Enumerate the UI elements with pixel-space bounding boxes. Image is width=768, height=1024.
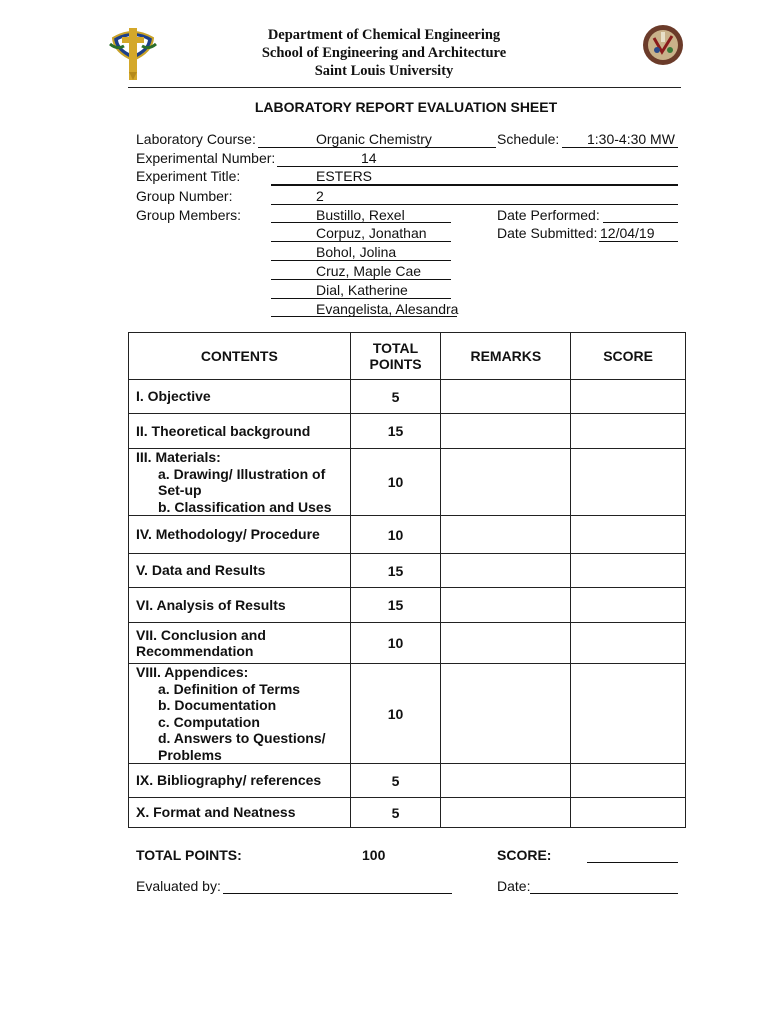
table-row — [129, 623, 686, 664]
header-rule — [128, 87, 681, 88]
row-points: 15 — [350, 554, 441, 588]
schedule-underline — [562, 147, 678, 148]
total-header-line: TOTAL — [372, 340, 419, 356]
table-row — [129, 516, 686, 554]
row-content — [129, 664, 351, 764]
score-cell[interactable] — [571, 516, 686, 554]
row-content: IX. Bibliography/ references — [129, 764, 351, 798]
department-name: Department of Chemical Engineering — [267, 27, 501, 43]
remarks-cell[interactable] — [441, 664, 571, 764]
score-cell[interactable] — [571, 664, 686, 764]
row-subline: b. Documentation — [158, 697, 277, 713]
score-cell[interactable] — [571, 449, 686, 516]
date-label: Date: — [497, 878, 531, 894]
score-cell[interactable] — [571, 380, 686, 414]
member-name[interactable]: Corpuz, Jonathan — [316, 225, 427, 241]
date-submitted-underline — [599, 241, 678, 242]
score-cell[interactable] — [571, 588, 686, 623]
table-header-row — [129, 333, 686, 380]
member-underline — [271, 279, 451, 280]
member-name[interactable]: Dial, Katherine — [316, 282, 408, 298]
contents-header: CONTENTS — [129, 333, 351, 380]
remarks-cell[interactable] — [441, 449, 571, 516]
row-subline: d. Answers to Questions/ — [158, 730, 326, 746]
row-subline: a. Drawing/ Illustration of — [158, 465, 326, 482]
score-cell[interactable] — [571, 414, 686, 449]
member-underline — [271, 298, 451, 299]
date-underline[interactable] — [530, 893, 678, 894]
row-subline: Problems — [158, 746, 222, 763]
remarks-cell[interactable] — [441, 380, 571, 414]
row-subline: Set-up — [158, 482, 202, 498]
row-line: III. Materials: — [136, 449, 221, 465]
course-underline — [258, 147, 496, 148]
exp-number-label: Experimental Number: — [136, 150, 276, 166]
row-subline: a. Definition of Terms — [158, 680, 301, 697]
group-number-underline — [271, 204, 678, 205]
row-points: 15 — [350, 414, 441, 449]
evaluated-by-underline[interactable] — [223, 893, 452, 894]
member-underline — [271, 241, 451, 242]
remarks-cell[interactable] — [441, 554, 571, 588]
university-name: Saint Louis University — [314, 63, 454, 79]
member-name[interactable]: Cruz, Maple Cae — [316, 263, 422, 279]
exp-title-underline — [271, 184, 678, 186]
row-points: 10 — [350, 623, 441, 664]
date-submitted-label: Date Submitted: — [497, 225, 598, 241]
score-cell[interactable] — [571, 554, 686, 588]
row-points: 5 — [350, 380, 441, 414]
table-row — [129, 414, 686, 449]
remarks-cell[interactable] — [441, 764, 571, 798]
score-cell[interactable] — [571, 798, 686, 828]
row-points: 15 — [350, 588, 441, 623]
total-points-value: 100 — [362, 847, 386, 863]
row-subline: b. Classification and Uses — [158, 498, 332, 515]
row-content — [129, 449, 351, 516]
score-cell[interactable] — [571, 623, 686, 664]
row-points: 10 — [350, 664, 441, 764]
row-content: X. Format and Neatness — [129, 798, 351, 828]
row-subline: c. Computation — [158, 713, 260, 730]
exp-number-underline — [277, 166, 678, 167]
evaluation-table — [128, 332, 686, 828]
page-title: LABORATORY REPORT EVALUATION SHEET — [254, 99, 558, 115]
date-performed-label: Date Performed: — [497, 207, 600, 223]
row-content: II. Theoretical background — [129, 414, 351, 449]
row-content: I. Objective — [129, 380, 351, 414]
member-name[interactable]: Evangelista, Alesandra — [316, 301, 459, 317]
score-header: SCORE — [571, 333, 686, 380]
row-points: 10 — [350, 449, 441, 516]
remarks-cell[interactable] — [441, 588, 571, 623]
evaluated-by-label: Evaluated by: — [136, 878, 221, 894]
row-content: VI. Analysis of Results — [129, 588, 351, 623]
schedule-label: Schedule: — [497, 131, 560, 147]
total-points-label: TOTAL POINTS: — [136, 847, 242, 863]
member-name[interactable]: Bohol, Jolina — [316, 244, 397, 260]
group-members-label: Group Members: — [136, 207, 242, 223]
table-row — [129, 588, 686, 623]
date-submitted-value[interactable]: 12/04/19 — [600, 225, 655, 241]
table-row — [129, 664, 686, 764]
school-name: School of Engineering and Architecture — [261, 45, 507, 61]
row-points: 10 — [350, 516, 441, 554]
member-underline — [271, 260, 451, 261]
exp-number-value[interactable]: 14 — [361, 150, 377, 166]
exp-title-value[interactable]: ESTERS — [316, 168, 373, 184]
member-underline — [271, 222, 451, 223]
remarks-cell[interactable] — [441, 798, 571, 828]
row-line: VII. Conclusion and — [136, 626, 266, 643]
remarks-cell[interactable] — [441, 516, 571, 554]
remarks-header: REMARKS — [441, 333, 571, 380]
remarks-cell[interactable] — [441, 414, 571, 449]
member-underline — [271, 316, 457, 317]
row-points: 5 — [350, 764, 441, 798]
exp-title-label: Experiment Title: — [136, 168, 241, 184]
course-label: Laboratory Course: — [136, 131, 256, 147]
total-points-header — [350, 333, 441, 380]
row-content — [129, 623, 351, 664]
remarks-cell[interactable] — [441, 623, 571, 664]
group-number-value[interactable]: 2 — [316, 188, 324, 204]
row-content: IV. Methodology/ Procedure — [129, 516, 351, 554]
score-underline[interactable] — [587, 862, 678, 863]
table-row — [129, 380, 686, 414]
row-line: Recommendation — [136, 643, 254, 659]
course-value[interactable]: Organic Chemistry — [316, 131, 432, 147]
row-points: 5 — [350, 798, 441, 828]
table-row — [129, 554, 686, 588]
date-performed-underline — [603, 222, 678, 223]
table-row — [129, 449, 686, 516]
group-number-label: Group Number: — [136, 188, 233, 204]
table-row — [129, 798, 686, 828]
score-cell[interactable] — [571, 764, 686, 798]
score-label: SCORE: — [497, 847, 552, 863]
row-line: VIII. Appendices: — [136, 664, 249, 680]
schedule-value[interactable]: 1:30-4:30 MW — [587, 131, 675, 147]
points-header-line: POINTS — [369, 356, 422, 372]
member-name[interactable]: Bustillo, Rexel — [316, 207, 405, 223]
row-content: V. Data and Results — [129, 554, 351, 588]
table-row — [129, 764, 686, 798]
